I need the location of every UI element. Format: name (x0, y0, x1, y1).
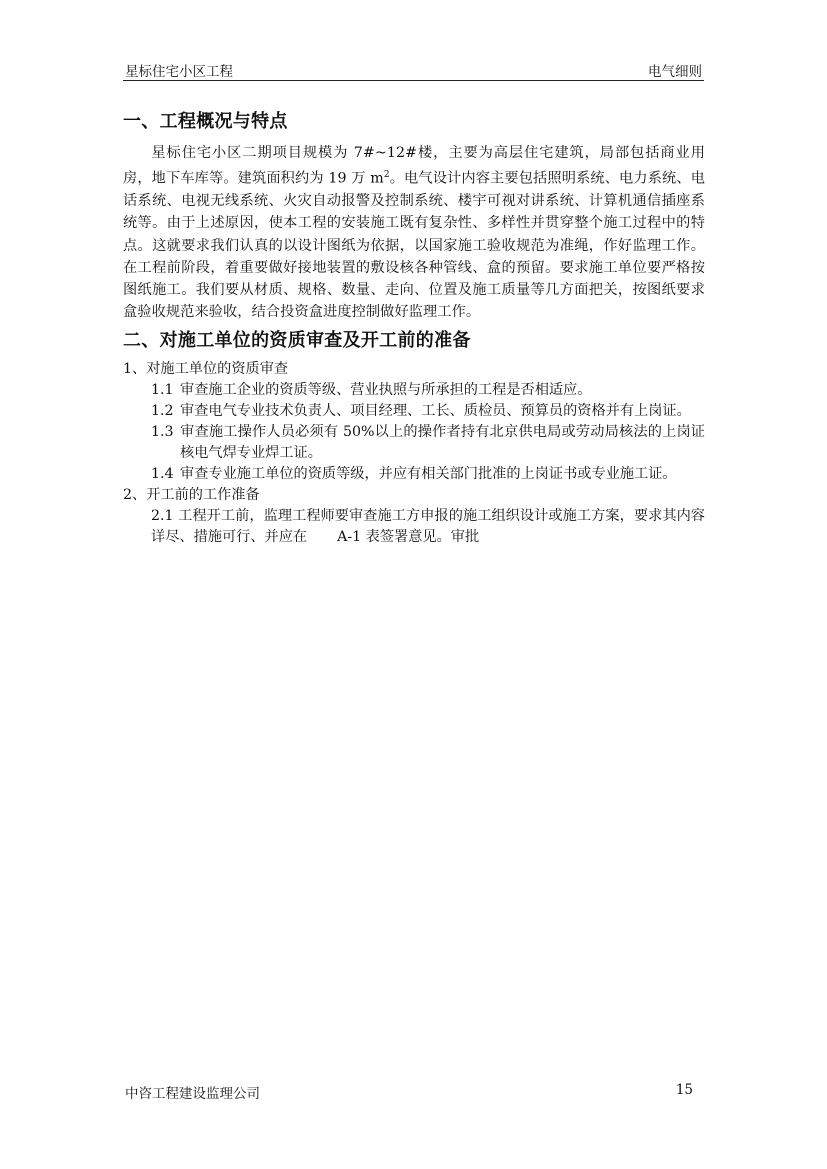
sub2-heading: 2、开工前的工作准备 (123, 487, 260, 504)
section2-title: 二、对施工单位的资质审查及开工前的准备 (123, 330, 471, 352)
list-item (123, 422, 705, 464)
paragraph-text-a: 星标住宅小区二期项目规模为 7#~12#楼，主要为高层住宅建筑，局部包括商业用房，地下车库等。建筑面积约为 19 万 m (123, 145, 705, 187)
list-item (123, 506, 705, 548)
list-item (123, 401, 705, 422)
header-section-name: 电气细则 (648, 64, 702, 80)
paragraph-text-b: 。电气设计内容主要包括照明系统、电力系统、电话系统、电视无线系统、火灾自动报警及控制系统、楼宇可视对讲系统、计算机通信插座系统等。由于上述原因，使本工程的安装施工既有复杂性、多样性并贯穿整个施工过程中的特点。这就要求我们认真的以设计图纸为依据，以国家施工验收规范为准绳，作好监理工作。在工程前阶段，着重要做好接地装置的敷设核各种管线、盒的预留。要求施工单位要严格按图纸施工。我们要从材质、规格、数量、走向、位置及施工质量等几方面把关，按图纸要求盒验收规范来验收，结合投资盒进度控制做好监理工作。 (123, 170, 706, 321)
page-number: 15 (675, 1082, 693, 1098)
section1-paragraph (123, 142, 705, 323)
document-body (123, 108, 705, 548)
item-text: 审查专业施工单位的资质等级，并应有相关部门批准的上岗证书或专业施工证。 (180, 466, 677, 483)
superscript-2: 2 (383, 170, 390, 181)
item-number: 1.3 (151, 424, 174, 441)
item-text: 审查电气专业技术负责人、项目经理、工长、质检员、预算员的资格并有上岗证。 (180, 403, 691, 420)
list-item (123, 464, 705, 485)
item-text: 审查施工企业的资质等级、营业执照与所承担的工程是否相适应。 (180, 382, 592, 399)
item-text-a: 工程开工前，监理工程师要审查施工方申报的施工组织设计或施工方案，要求其内容详尽、措施可行、并应在 (151, 508, 705, 546)
page-header (123, 58, 704, 81)
item-number: 2.1 (151, 508, 174, 525)
item-number: 1.2 (151, 403, 174, 420)
item-text: 审查施工操作人员必须有 50%以上的操作者持有北京供电局或劳动局核法的上岗证核电气焊专业焊工证。 (180, 424, 705, 462)
section1-title: 一、工程概况与特点 (123, 111, 288, 132)
header-project-name: 星标住宅小区工程 (125, 64, 233, 80)
item-number: 1.4 (151, 466, 174, 483)
footer-company-name: 中咨工程建设监理公司 (125, 1086, 260, 1102)
item-number: 1.1 (151, 382, 174, 399)
list-item (123, 380, 705, 401)
sub1-heading: 1、对施工单位的资质审查 (123, 361, 289, 378)
item-text-b: A-1 表签署意见。审批 (337, 529, 480, 546)
